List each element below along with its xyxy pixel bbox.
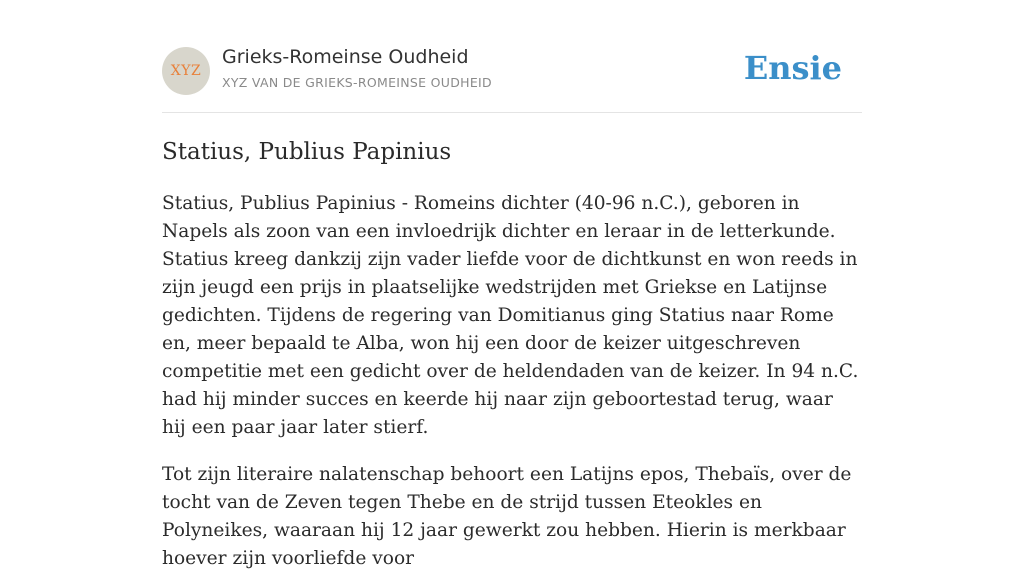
page <box>162 0 862 573</box>
article-title: Statius, Publius Papinius <box>162 139 452 165</box>
header <box>162 0 862 113</box>
article-paragraph: Tot zijn literaire nalatenschap behoort een Latijns epos, Thebaïs, over de tocht van de Zeven tegen Thebe en de strijd tussen Eteokles en Polyneikes, waaraan hij 12 jaar gewerkt zou hebben. Hierin is merkbaar hoever zijn voorliefde voor <box>162 464 852 569</box>
author-subtitle: XYZ VAN DE GRIEKS-ROMEINSE OUDHEID <box>222 75 492 90</box>
author-name[interactable]: Grieks-Romeinse Oudheid <box>222 46 469 68</box>
article-paragraph: Statius, Publius Papinius - Romeins dichter (40-96 n.C.), geboren in Napels als zoon van een invloedrijk dichter en leraar in de letterkunde. Statius kreeg dankzij zijn vader liefde voor de dichtkunst en won reeds in zijn jeugd een prijs in plaatselijke wedstrijden met Griekse en Latijnse gedichten. Tijdens de regering van Domitianus ging Statius naar Rome en, meer bepaald te Alba, won hij een door de keizer uitgeschreven competitie met een gedicht over de heldendaden van de keizer. In 94 n.C. had hij minder succes en keerde hij naar zijn geboortestad terug, waar hij een paar jaar later stierf. <box>162 193 859 438</box>
avatar[interactable] <box>162 47 210 95</box>
avatar-text: XYZ <box>170 63 202 79</box>
brand-logo[interactable]: Ensie <box>743 49 842 87</box>
